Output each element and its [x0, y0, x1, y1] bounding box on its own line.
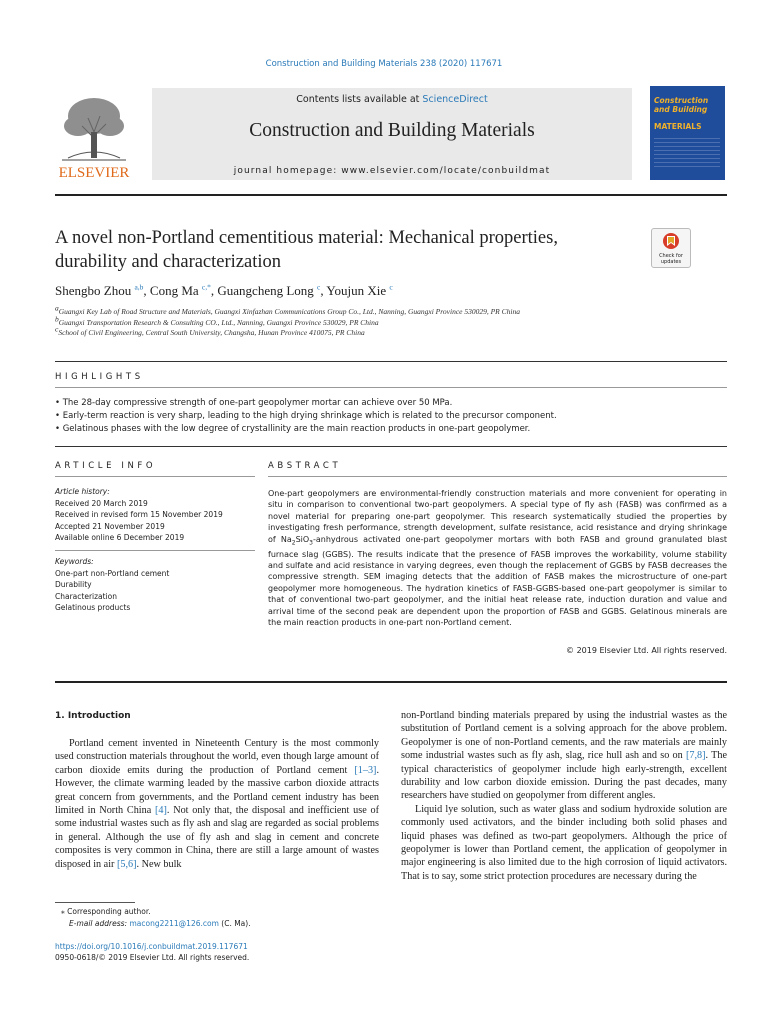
- affiliation-text: Guangxi Key Lab of Road Structure and Materials, Guangxi Xinfazhan Communications Group Co., Ltd., Nanning, Guangxi Province 530029, PR China: [58, 307, 520, 316]
- author-separator: ,: [210, 283, 218, 298]
- paragraph: [401, 709, 727, 803]
- affiliations: [55, 303, 655, 339]
- author-affiliation-marker[interactable]: a,b: [134, 282, 144, 292]
- citation-link[interactable]: [4]: [155, 805, 167, 817]
- journal-name: Construction and Building Materials: [249, 120, 535, 141]
- author-list: [55, 283, 393, 299]
- history-item: Received 20 March 2019: [55, 498, 148, 508]
- highlight-item: • Early-term reaction is very sharp, leading to the high drying shrinkage which is related to the precursor component.: [55, 410, 727, 423]
- keyword-item: Characterization: [55, 591, 118, 601]
- abstract-heading: ABSTRACT: [268, 461, 342, 471]
- elsevier-logo: [48, 88, 140, 180]
- highlights-list: [55, 397, 727, 436]
- history-divider: [55, 550, 255, 551]
- footnote-rule: [55, 902, 135, 903]
- author-name[interactable]: Cong Ma: [149, 283, 199, 298]
- history-item: Received in revised form 15 November 2019: [55, 510, 223, 519]
- journal-cover-thumbnail[interactable]: [650, 86, 725, 180]
- citation-link[interactable]: [7,8]: [686, 750, 706, 762]
- contents-line: [152, 94, 632, 105]
- introduction-heading: 1. Introduction: [55, 711, 131, 721]
- doi-block: [55, 941, 379, 963]
- affiliation-text: School of Civil Engineering, Central South University, Changsha, Hunan Province 410075, PR China: [58, 328, 365, 337]
- affiliation-item: [55, 314, 655, 329]
- abstract-part: One-part geopolymers are environmental-friendly construction materials and more convenient for operating in situ in comparison to conventional two-part geopolymers. A special type of fly ash (FASB) was confirmed as a novel material for preparing one-part geopolymer. This research systematically studied the properties by investigating fresh performance, strength development, sulfate resistance, acid resistance and drying shrinkage of Na: [268, 489, 727, 544]
- contents-prefix: Contents lists available at: [296, 94, 423, 105]
- journal-homepage[interactable]: journal homepage: www.elsevier.com/locate/conbuildmat: [233, 166, 551, 176]
- paragraph: Liquid lye solution, such as water glass and sodium hydroxide solution are commonly used activators, and the binder including both solid phases and liquid phases was defined as two-part geopolymers. Although the price of geopolymer is lower than Portland cement, the application of geopolymer in major engineering is also limited due to the high corrosion of liquid activators. That is to say, some strict protection procedures are necessary during the: [401, 803, 727, 882]
- article-title: A novel non-Portland cementitious material: Mechanical properties, durability and characterization: [55, 228, 558, 272]
- check-for-updates-badge[interactable]: [651, 228, 691, 268]
- body-text: . New bulk: [136, 858, 182, 870]
- keywords-label: Keywords:: [55, 557, 94, 566]
- abstract-part: -anhydrous activated one-part geopolymer mortars with both FASB and ground granulated blast furnace slag (GGBS). The results indicate that the presence of FASB improves the workability, volume stability and sulfate and acid resistance in varying degrees, even though the replacement of GGBS by FASB decreases the compressive strength. SEM imaging detects that the addition of FASB makes the microstructure of one-part geopolymer more homogeneous. The hydration kinetics of FASB-GGBS-based one-part geopolymer is similar to that of conventional two-part geopolymer, and the initial heat release rate, induction duration and value and arrival time of the second peak are dependent upon the proportion of FASB and GGBS. Gelatinous minerals are the main reaction products in one-part non-Portland cement.: [268, 534, 727, 628]
- crossmark-label: Check for updates: [659, 253, 683, 265]
- citation-link[interactable]: [1–3]: [354, 764, 377, 776]
- header-divider: [55, 194, 727, 196]
- affiliation-key: a: [55, 303, 59, 313]
- keywords: [55, 556, 255, 614]
- corresponding-author-note: [55, 906, 379, 918]
- journal-reference-link[interactable]: Construction and Building Materials 238 (2020) 117671: [265, 59, 503, 69]
- elsevier-wordmark: ELSEVIER: [58, 165, 130, 180]
- body-text: . Not only that, the disposal and inefficient use of some industrial wastes such as fly ash and slag are regarded as social problems in general. Although the use of fly ash and slag in cement and concrete composites is very common in China, there are still a large amount of wastes disposed in air: [55, 805, 379, 870]
- article-history-label: Article history:: [55, 487, 110, 496]
- sciencedirect-link[interactable]: ScienceDirect: [422, 94, 488, 105]
- article-info-heading-rule: [55, 476, 255, 477]
- author-name[interactable]: Guangcheng Long: [217, 283, 314, 298]
- highlights-heading: HIGHLIGHTS: [55, 372, 144, 382]
- author-email-link[interactable]: macong2211@126.com: [129, 919, 219, 928]
- author-affiliation-marker[interactable]: c,*: [201, 282, 211, 292]
- email-line: [55, 918, 379, 930]
- doi-link[interactable]: https://doi.org/10.1016/j.conbuildmat.2019.117671: [55, 942, 248, 951]
- history-item: Accepted 21 November 2019: [55, 521, 165, 531]
- email-suffix: (C. Ma).: [218, 919, 251, 928]
- footnote: [55, 906, 379, 930]
- affiliation-item: [55, 303, 655, 318]
- citation-link[interactable]: [5,6]: [116, 858, 137, 870]
- abstract-subscript: 3: [309, 539, 313, 547]
- abstract-text: [268, 488, 727, 628]
- abstract-part: SiO: [295, 534, 310, 544]
- affiliation-text: Guangxi Transportation Research & Consulting CO., Ltd., Nanning, Guangxi Province 530029, PR China: [58, 317, 379, 327]
- affiliation-key: b: [55, 314, 59, 323]
- highlight-item: • Gelatinous phases with the low degree of crystallinity are the main reaction products in one-part geopolymer.: [55, 423, 727, 436]
- article-history: [55, 486, 255, 544]
- author-affiliation-marker[interactable]: c: [317, 282, 321, 292]
- abstract-heading-rule: [268, 476, 727, 477]
- body-text: . The typical characteristics of geopolymer include high early-strength, excellent durability and low carbon dioxide emission. During the past decades, many researchers have studied on geopolymer from different angles.: [401, 750, 728, 802]
- highlights-top-rule: [55, 361, 727, 362]
- author-separator: ,: [143, 283, 150, 298]
- keyword-item: Gelatinous products: [55, 603, 131, 612]
- body-text: Portland cement invented in Nineteenth Century is the most commonly used construction materials throughout the world, even though large amount of carbon dioxide emits during the production of Portland cement: [55, 738, 379, 776]
- asterisk-icon: ⁎: [61, 907, 68, 916]
- cover-title: Construction and Building: [654, 96, 709, 114]
- crossmark-icon: [662, 232, 680, 252]
- journal-banner: [152, 88, 632, 180]
- abstract-copyright: © 2019 Elsevier Ltd. All rights reserved.: [566, 646, 727, 655]
- cover-subtitle: MATERIALS: [654, 122, 702, 131]
- author-name[interactable]: Shengbo Zhou: [55, 283, 132, 298]
- body-column-right: [401, 709, 727, 883]
- corresponding-text: Corresponding author.: [67, 907, 151, 916]
- article-info-top-rule: [55, 446, 727, 447]
- history-item: Available online 6 December 2019: [55, 533, 185, 542]
- article-info-heading: ARTICLE INFO: [55, 461, 157, 471]
- highlight-item: • The 28-day compressive strength of one-part geopolymer mortar can achieve over 50 MPa.: [55, 397, 727, 410]
- cover-decoration: [654, 138, 720, 168]
- body-column-left: [55, 737, 379, 871]
- abstract-subscript: 2: [291, 539, 296, 547]
- body-divider: [55, 681, 727, 683]
- affiliation-key: c: [55, 324, 59, 334]
- elsevier-tree-icon: [48, 88, 140, 180]
- body-text: . However, the climate warming leaded by the massive carbon dioxide attracts great concern from governments, and the Portland cement industry has been limited in North China: [55, 764, 379, 817]
- affiliation-item: [55, 324, 655, 339]
- author-separator: ,: [320, 283, 327, 298]
- keyword-item: One-part non-Portland cement: [55, 568, 170, 578]
- email-label: E-mail address:: [69, 919, 130, 928]
- author-name[interactable]: Youjun Xie: [326, 283, 387, 298]
- author-affiliation-marker[interactable]: c: [389, 282, 393, 292]
- body-text: non-Portland binding materials prepared by using the industrial wastes as the substitution of Portland cement is a solving approach for the above problem. Geopolymer is one of non-Portland cements, and the raw materials are mainly some industrial wastes such as fly ash, slag, rice hull ash and so on: [401, 710, 727, 762]
- highlights-heading-rule: [55, 387, 727, 388]
- issn-copyright: 0950-0618/© 2019 Elsevier Ltd. All rights reserved.: [55, 953, 250, 962]
- keyword-item: Durability: [55, 580, 92, 589]
